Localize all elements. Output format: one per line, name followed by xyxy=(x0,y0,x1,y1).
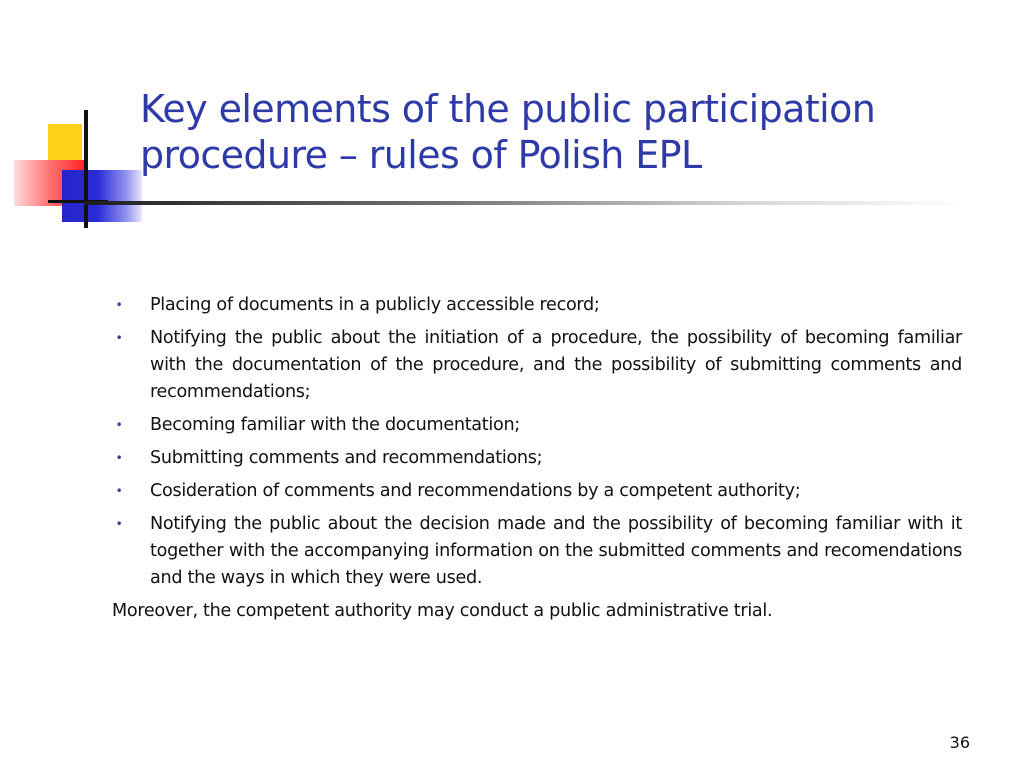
blue-square xyxy=(62,170,142,222)
bullet-icon: • xyxy=(115,451,123,465)
list-item xyxy=(112,478,962,505)
list-item xyxy=(112,511,962,592)
slide-body xyxy=(112,292,962,625)
list-item-text: Cosideration of comments and recommendations by a competent authority; xyxy=(150,481,801,501)
slide-title: Key elements of the public participation procedure – rules of Polish EPL xyxy=(140,87,876,177)
list-item xyxy=(112,325,962,406)
list-item-text: Submitting comments and recommendations; xyxy=(150,448,543,468)
list-item-text: Placing of documents in a publicly accessible record; xyxy=(150,295,600,315)
closing-paragraph: Moreover, the competent authority may conduct a public administrative trial. xyxy=(112,601,773,621)
bullet-icon: • xyxy=(115,484,123,498)
page-number: 36 xyxy=(949,733,970,752)
bullet-icon: • xyxy=(115,517,123,531)
list-item xyxy=(112,412,962,439)
bullet-icon: • xyxy=(115,418,123,432)
list-item-text: Notifying the public about the initiation of a procedure, the possibility of becoming familiar with the documentation of the procedure, and the possibility of submitting comments and recommendations; xyxy=(150,328,962,402)
bullet-icon: • xyxy=(115,331,123,345)
bullet-icon: • xyxy=(115,298,123,312)
bullet-list xyxy=(112,292,962,592)
decor-vertical-line xyxy=(84,110,88,228)
list-item-text: Notifying the public about the decision made and the possibility of becoming familiar with it together with the accompanying information on the submitted comments and recomendations and the ways in which they were used. xyxy=(150,514,962,588)
list-item xyxy=(112,292,962,319)
list-item xyxy=(112,445,962,472)
title-underline-rule xyxy=(84,201,964,205)
list-item-text: Becoming familiar with the documentation; xyxy=(150,415,520,435)
